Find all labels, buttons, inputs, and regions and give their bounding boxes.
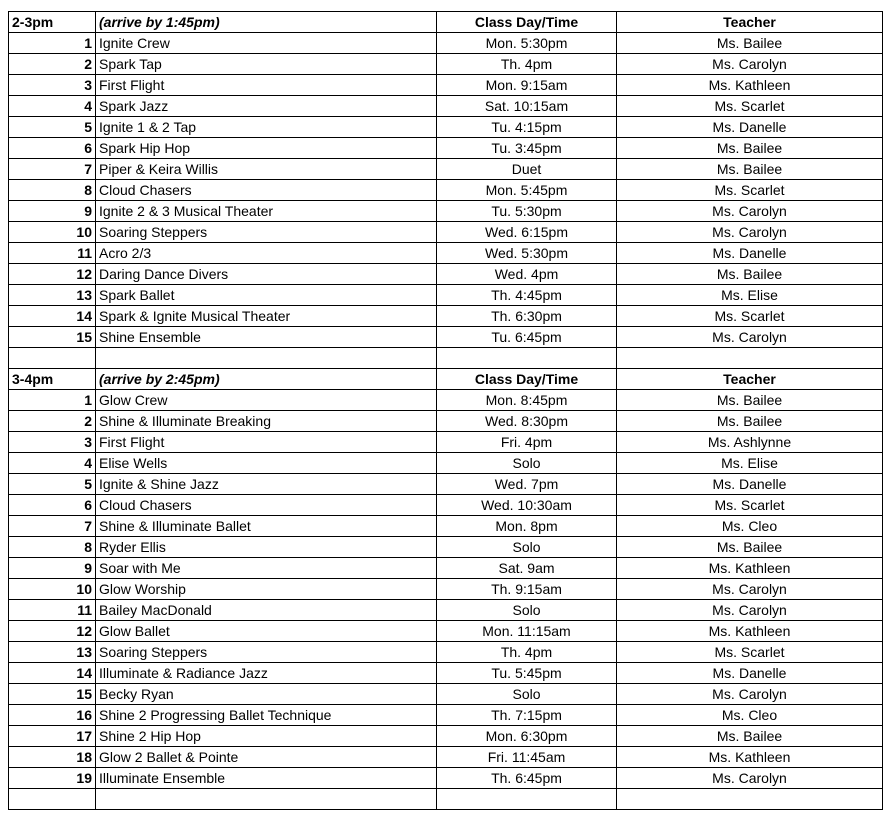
empty-cell <box>437 789 617 810</box>
order-number: 2 <box>9 54 96 75</box>
teacher-name: Ms. Bailee <box>617 138 883 159</box>
class-day-time: Solo <box>437 453 617 474</box>
empty-cell <box>9 348 96 369</box>
table-row <box>9 747 883 768</box>
class-name: Soar with Me <box>96 558 437 579</box>
teacher-name: Ms. Carolyn <box>617 600 883 621</box>
class-name: First Flight <box>96 432 437 453</box>
order-number: 15 <box>9 684 96 705</box>
class-name: Spark Ballet <box>96 285 437 306</box>
order-number: 5 <box>9 474 96 495</box>
order-number: 4 <box>9 96 96 117</box>
table-row <box>9 243 883 264</box>
class-day-time: Mon. 5:30pm <box>437 33 617 54</box>
table-row <box>9 138 883 159</box>
class-name: Soaring Steppers <box>96 642 437 663</box>
class-day-time: Wed. 10:30am <box>437 495 617 516</box>
order-number: 16 <box>9 705 96 726</box>
teacher-name: Ms. Kathleen <box>617 75 883 96</box>
teacher-name: Ms. Carolyn <box>617 579 883 600</box>
time-slot-label: 2-3pm <box>9 12 96 33</box>
class-name: Spark & Ignite Musical Theater <box>96 306 437 327</box>
table-row <box>9 159 883 180</box>
order-number: 15 <box>9 327 96 348</box>
table-row <box>9 390 883 411</box>
table-row <box>9 33 883 54</box>
table-row <box>9 537 883 558</box>
order-number: 17 <box>9 726 96 747</box>
order-number: 13 <box>9 285 96 306</box>
teacher-name: Ms. Elise <box>617 285 883 306</box>
teacher-name: Ms. Scarlet <box>617 306 883 327</box>
order-number: 4 <box>9 453 96 474</box>
class-day-time: Th. 7:15pm <box>437 705 617 726</box>
teacher-name: Ms. Bailee <box>617 33 883 54</box>
class-name: Illuminate & Radiance Jazz <box>96 663 437 684</box>
class-day-time: Wed. 7pm <box>437 474 617 495</box>
teacher-name: Ms. Bailee <box>617 159 883 180</box>
class-day-time: Tu. 5:30pm <box>437 201 617 222</box>
order-number: 9 <box>9 201 96 222</box>
class-day-time: Th. 4pm <box>437 54 617 75</box>
teacher-name: Ms. Kathleen <box>617 558 883 579</box>
class-day-time: Th. 4:45pm <box>437 285 617 306</box>
class-name: Cloud Chasers <box>96 180 437 201</box>
class-name: Acro 2/3 <box>96 243 437 264</box>
table-row <box>9 432 883 453</box>
class-day-time: Th. 4pm <box>437 642 617 663</box>
teacher-name: Ms. Bailee <box>617 390 883 411</box>
teacher-name: Ms. Scarlet <box>617 180 883 201</box>
class-day-time: Wed. 4pm <box>437 264 617 285</box>
table-row <box>9 54 883 75</box>
order-number: 1 <box>9 390 96 411</box>
table-row <box>9 264 883 285</box>
order-number: 3 <box>9 75 96 96</box>
order-number: 12 <box>9 621 96 642</box>
class-name: Ryder Ellis <box>96 537 437 558</box>
schedule-table <box>8 11 883 810</box>
teacher-name: Ms. Carolyn <box>617 327 883 348</box>
class-name: Elise Wells <box>96 453 437 474</box>
order-number: 7 <box>9 516 96 537</box>
teacher-name: Ms. Danelle <box>617 474 883 495</box>
class-day-time: Mon. 8pm <box>437 516 617 537</box>
order-number: 19 <box>9 768 96 789</box>
class-day-time: Wed. 5:30pm <box>437 243 617 264</box>
spacer-row <box>9 348 883 369</box>
order-number: 5 <box>9 117 96 138</box>
order-number: 14 <box>9 663 96 684</box>
class-day-time: Fri. 4pm <box>437 432 617 453</box>
table-row <box>9 411 883 432</box>
class-name: Glow Crew <box>96 390 437 411</box>
class-name: Shine Ensemble <box>96 327 437 348</box>
class-name: Piper & Keira Willis <box>96 159 437 180</box>
order-number: 6 <box>9 495 96 516</box>
order-number: 10 <box>9 579 96 600</box>
teacher-name: Ms. Scarlet <box>617 495 883 516</box>
table-row <box>9 327 883 348</box>
class-day-time: Wed. 6:15pm <box>437 222 617 243</box>
arrival-note: (arrive by 2:45pm) <box>96 369 437 390</box>
order-number: 2 <box>9 411 96 432</box>
class-day-time: Th. 9:15am <box>437 579 617 600</box>
table-row <box>9 558 883 579</box>
spacer-row <box>9 789 883 810</box>
table-row <box>9 75 883 96</box>
table-row <box>9 201 883 222</box>
table-row <box>9 117 883 138</box>
class-day-time: Tu. 4:15pm <box>437 117 617 138</box>
class-day-time: Tu. 6:45pm <box>437 327 617 348</box>
order-number: 6 <box>9 138 96 159</box>
table-row <box>9 726 883 747</box>
order-number: 12 <box>9 264 96 285</box>
empty-cell <box>96 789 437 810</box>
order-number: 18 <box>9 747 96 768</box>
class-name: Glow Worship <box>96 579 437 600</box>
schedule-body <box>9 12 883 810</box>
class-name: Shine 2 Hip Hop <box>96 726 437 747</box>
table-row <box>9 453 883 474</box>
teacher-name: Ms. Scarlet <box>617 96 883 117</box>
empty-cell <box>96 348 437 369</box>
class-name: Spark Tap <box>96 54 437 75</box>
class-day-time: Fri. 11:45am <box>437 747 617 768</box>
empty-cell <box>437 348 617 369</box>
class-name: Cloud Chasers <box>96 495 437 516</box>
table-row <box>9 516 883 537</box>
table-row <box>9 768 883 789</box>
table-row <box>9 684 883 705</box>
column-header-teacher: Teacher <box>617 369 883 390</box>
column-header-class-day-time: Class Day/Time <box>437 369 617 390</box>
table-row <box>9 495 883 516</box>
teacher-name: Ms. Carolyn <box>617 684 883 705</box>
class-name: Ignite 2 & 3 Musical Theater <box>96 201 437 222</box>
table-row <box>9 180 883 201</box>
teacher-name: Ms. Carolyn <box>617 201 883 222</box>
teacher-name: Ms. Scarlet <box>617 642 883 663</box>
empty-cell <box>9 789 96 810</box>
teacher-name: Ms. Danelle <box>617 663 883 684</box>
class-name: Glow 2 Ballet & Pointe <box>96 747 437 768</box>
teacher-name: Ms. Cleo <box>617 516 883 537</box>
class-day-time: Tu. 3:45pm <box>437 138 617 159</box>
teacher-name: Ms. Bailee <box>617 726 883 747</box>
class-name: Ignite Crew <box>96 33 437 54</box>
column-header-class-day-time: Class Day/Time <box>437 12 617 33</box>
order-number: 13 <box>9 642 96 663</box>
teacher-name: Ms. Carolyn <box>617 222 883 243</box>
class-day-time: Sat. 9am <box>437 558 617 579</box>
class-day-time: Tu. 5:45pm <box>437 663 617 684</box>
class-name: Daring Dance Divers <box>96 264 437 285</box>
class-name: Soaring Steppers <box>96 222 437 243</box>
order-number: 11 <box>9 600 96 621</box>
class-day-time: Solo <box>437 684 617 705</box>
order-number: 14 <box>9 306 96 327</box>
class-name: Bailey MacDonald <box>96 600 437 621</box>
class-name: Spark Hip Hop <box>96 138 437 159</box>
empty-cell <box>617 789 883 810</box>
table-row <box>9 96 883 117</box>
class-name: First Flight <box>96 75 437 96</box>
class-name: Spark Jazz <box>96 96 437 117</box>
order-number: 8 <box>9 180 96 201</box>
teacher-name: Ms. Carolyn <box>617 768 883 789</box>
class-name: Shine 2 Progressing Ballet Technique <box>96 705 437 726</box>
column-header-teacher: Teacher <box>617 12 883 33</box>
class-name: Ignite & Shine Jazz <box>96 474 437 495</box>
teacher-name: Ms. Kathleen <box>617 621 883 642</box>
table-row <box>9 663 883 684</box>
teacher-name: Ms. Cleo <box>617 705 883 726</box>
class-day-time: Mon. 9:15am <box>437 75 617 96</box>
table-row <box>9 285 883 306</box>
order-number: 10 <box>9 222 96 243</box>
order-number: 11 <box>9 243 96 264</box>
order-number: 1 <box>9 33 96 54</box>
teacher-name: Ms. Carolyn <box>617 54 883 75</box>
teacher-name: Ms. Danelle <box>617 243 883 264</box>
class-day-time: Mon. 11:15am <box>437 621 617 642</box>
class-name: Shine & Illuminate Ballet <box>96 516 437 537</box>
class-name: Illuminate Ensemble <box>96 768 437 789</box>
teacher-name: Ms. Elise <box>617 453 883 474</box>
class-name: Glow Ballet <box>96 621 437 642</box>
teacher-name: Ms. Bailee <box>617 264 883 285</box>
table-row <box>9 474 883 495</box>
class-day-time: Sat. 10:15am <box>437 96 617 117</box>
table-row <box>9 222 883 243</box>
section-header-row <box>9 12 883 33</box>
class-name: Ignite 1 & 2 Tap <box>96 117 437 138</box>
class-day-time: Mon. 8:45pm <box>437 390 617 411</box>
time-slot-label: 3-4pm <box>9 369 96 390</box>
table-row <box>9 306 883 327</box>
class-name: Shine & Illuminate Breaking <box>96 411 437 432</box>
table-row <box>9 642 883 663</box>
class-day-time: Th. 6:30pm <box>437 306 617 327</box>
class-day-time: Solo <box>437 600 617 621</box>
empty-cell <box>617 348 883 369</box>
order-number: 9 <box>9 558 96 579</box>
table-row <box>9 621 883 642</box>
class-day-time: Solo <box>437 537 617 558</box>
table-row <box>9 705 883 726</box>
teacher-name: Ms. Bailee <box>617 411 883 432</box>
table-row <box>9 579 883 600</box>
teacher-name: Ms. Kathleen <box>617 747 883 768</box>
class-name: Becky Ryan <box>96 684 437 705</box>
teacher-name: Ms. Ashlynne <box>617 432 883 453</box>
order-number: 3 <box>9 432 96 453</box>
arrival-note: (arrive by 1:45pm) <box>96 12 437 33</box>
order-number: 8 <box>9 537 96 558</box>
class-day-time: Mon. 5:45pm <box>437 180 617 201</box>
order-number: 7 <box>9 159 96 180</box>
class-day-time: Duet <box>437 159 617 180</box>
teacher-name: Ms. Bailee <box>617 537 883 558</box>
section-header-row <box>9 369 883 390</box>
teacher-name: Ms. Danelle <box>617 117 883 138</box>
class-day-time: Mon. 6:30pm <box>437 726 617 747</box>
table-row <box>9 600 883 621</box>
class-day-time: Wed. 8:30pm <box>437 411 617 432</box>
class-day-time: Th. 6:45pm <box>437 768 617 789</box>
